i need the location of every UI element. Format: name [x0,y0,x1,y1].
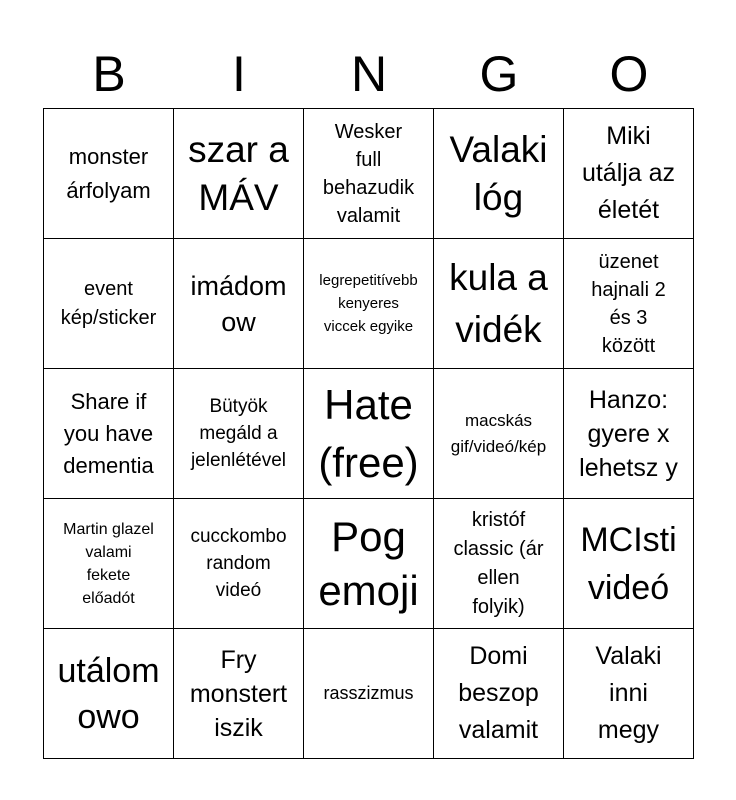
bingo-board [43,108,694,759]
cell-text: Domi beszop valamit [458,642,539,744]
header-letter-b: B [92,46,126,102]
bingo-cell[interactable] [564,109,694,239]
cell-text: kristóf classic (ár ellen folyik) [453,508,544,618]
bingo-cell[interactable] [174,499,304,629]
bingo-cell[interactable] [564,499,694,629]
bingo-cell[interactable] [304,629,434,759]
bingo-cell[interactable] [434,499,564,629]
cell-text: Bütyök megáld a jelenlétével [190,396,287,471]
bingo-cell[interactable] [44,109,174,239]
cell-text: cucckombo random videó [190,526,287,601]
cell-text: macskás gif/videó/kép [450,410,547,456]
cell-text: kula a vidék [449,256,548,350]
bingo-cell[interactable] [174,369,304,499]
cell-text: üzenet hajnali 2 és 3 között [591,250,666,357]
cell-text: Hanzo: gyere x lehetsz y [579,385,678,482]
cell-text: rasszizmus [323,683,414,703]
bingo-cell[interactable] [44,369,174,499]
cell-text: Martin glazel valami fekete előadót [63,520,154,607]
header-letter-g: G [479,46,519,102]
board-row [44,109,694,239]
cell-text: Hate (free) [318,380,419,486]
bingo-cell[interactable] [434,109,564,239]
cell-text: Valaki inni megy [595,642,662,744]
bingo-cell[interactable] [304,499,434,629]
cell-text: Pog emoji [318,512,419,614]
bingo-cell[interactable] [564,369,694,499]
bingo-cell[interactable] [174,629,304,759]
bingo-cell[interactable] [434,369,564,499]
cell-text: Share if you have dementia [63,388,154,478]
bingo-cell[interactable] [564,629,694,759]
bingo-cell[interactable] [304,109,434,239]
bingo-cell[interactable] [44,499,174,629]
cell-text: event kép/sticker [60,277,157,329]
bingo-cell[interactable] [174,109,304,239]
bingo-cell[interactable] [44,239,174,369]
bingo-cell[interactable] [174,239,304,369]
cell-text: MCIsti videó [580,520,677,607]
bingo-cell[interactable] [434,239,564,369]
cell-text: monster árfolyam [66,143,151,203]
bingo-cell[interactable] [304,369,434,499]
cell-text: szar a MÁV [188,128,289,218]
bingo-cell[interactable] [564,239,694,369]
cell-text: Valaki lóg [449,128,548,218]
cell-text: imádom ow [190,270,287,337]
board-row [44,499,694,629]
bingo-cell[interactable] [304,239,434,369]
header-letter-i: I [232,46,246,102]
bingo-header [44,40,694,108]
board-row [44,239,694,369]
bingo-cell[interactable] [44,629,174,759]
cell-text: utálom owo [57,651,160,736]
cell-text: Fry monstert iszik [189,645,288,742]
header-letter-o: O [609,46,649,102]
header-letter-n: N [350,46,388,102]
board-row [44,369,694,499]
bingo-cell[interactable] [434,629,564,759]
cell-text: Wesker full behazudik valamit [322,120,415,227]
board-row [44,629,694,759]
cell-text: legrepetitívebb kenyeres viccek egyike [319,272,418,335]
cell-text: Miki utálja az életét [581,122,676,224]
